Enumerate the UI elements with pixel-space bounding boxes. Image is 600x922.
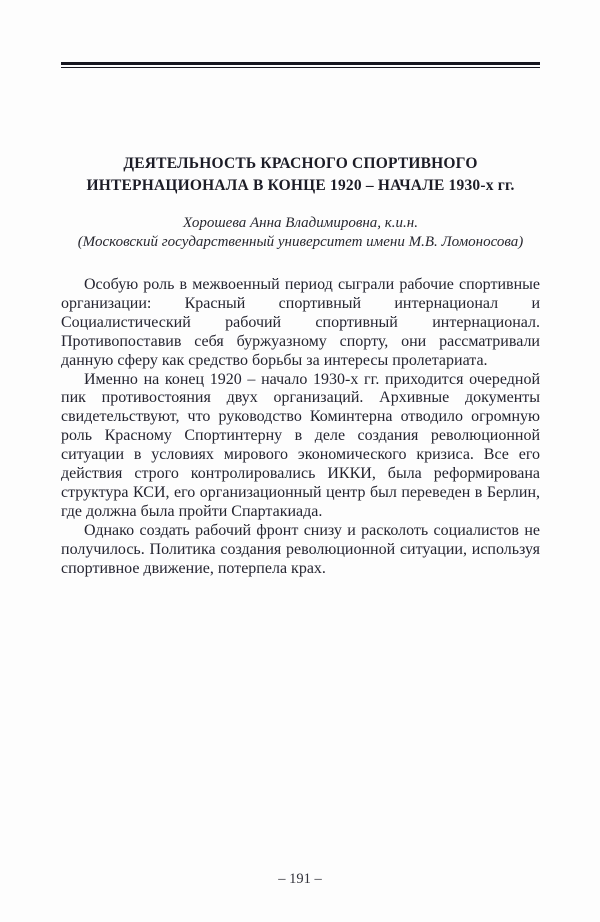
article-title-line-1: ДЕЯТЕЛЬНОСТЬ КРАСНОГО СПОРТИВНОГО [123,155,478,172]
rule-thin-line [61,67,540,68]
article-title-line-2: ИНТЕРНАЦИОНАЛА В КОНЦЕ 1920 – НАЧАЛЕ 1930-х гг. [86,177,515,194]
paragraph-3: Однако создать рабочий фронт снизу и расколоть социалистов не получилось. Политика создания революционной ситуации, используя спортивное движение, потерпела крах. [61,521,540,577]
article-body [61,276,540,579]
author-affiliation: (Московский государственный университет имени М.В. Ломоносова) [77,233,524,250]
page-number: – 191 – [278,871,322,887]
byline-block [45,214,556,251]
paragraph-2: Именно на конец 1920 – начало 1930-х гг. приходится очередной пик противостояния двух организаций. Архивные документы свидетельствуют, что руководство Коминтерна отводило огромную роль Красному Спортинтерну в деле создания революционной ситуации в условиях мирового экономического кризиса. Все его действия строго контролировались ИККИ, была реформирована структура КСИ, его организационный центр был переведен в Берлин, где должна была пройти Спартакиада. [61,370,540,520]
paragraph-1: Особую роль в межвоенный период сыграли рабочие спортивные организации: Красный спортивный интернационал и Социалистический рабочий спортивный интернационал. Противопоставив себя буржуазному спорту, они рассматривали данную сферу как средство борьбы за интересы пролетариата. [61,276,540,369]
author-name: Хорошева Анна Владимировна, к.и.н. [182,215,418,231]
double-rule-top [61,62,540,68]
article-title [61,153,540,197]
